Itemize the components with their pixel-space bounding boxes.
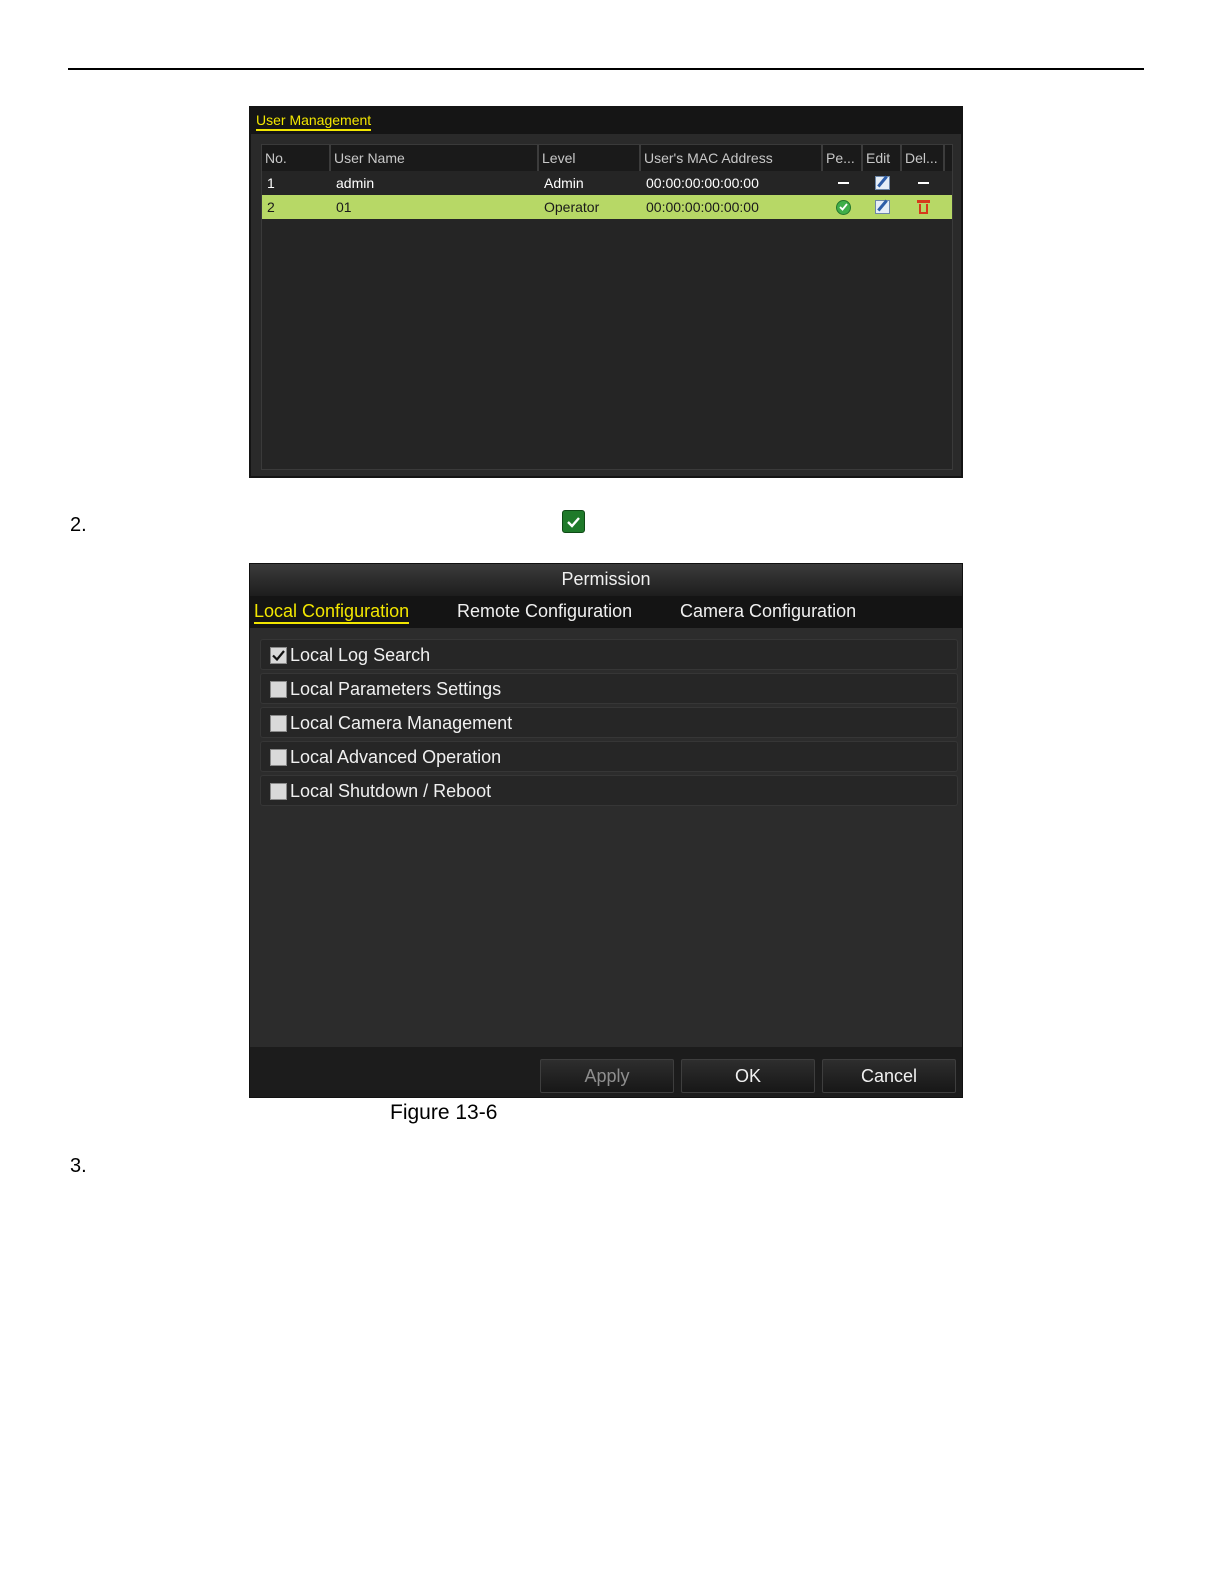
permission-check-icon (562, 510, 585, 533)
cell-permission (823, 171, 863, 195)
permission-check-icon[interactable] (836, 200, 851, 215)
permission-tabs (250, 596, 962, 628)
cell-mac: 00:00:00:00:00:00 (646, 199, 759, 215)
tab-local-configuration[interactable]: Local Configuration (254, 600, 409, 624)
trash-icon[interactable] (917, 200, 930, 214)
cell-no: 2 (267, 199, 275, 215)
header-rule (68, 68, 1144, 70)
tab-camera-configuration[interactable]: Camera Configuration (680, 601, 857, 621)
permission-item-label: Local Shutdown / Reboot (290, 781, 492, 801)
permission-footer (250, 1047, 962, 1097)
step-number-2: 2. (70, 514, 87, 536)
cell-level: Operator (544, 199, 600, 215)
checkbox[interactable] (270, 715, 287, 732)
figure-caption: Figure 13-6 (390, 1101, 498, 1124)
permission-title: Permission (250, 564, 962, 596)
checkbox-checked[interactable] (270, 647, 287, 664)
cell-edit[interactable] (863, 195, 902, 219)
checkbox[interactable] (270, 749, 287, 766)
permission-item-label: Local Log Search (290, 645, 431, 665)
column-header-mac[interactable]: User's MAC Address (641, 145, 823, 171)
cell-mac: 00:00:00:00:00:00 (646, 175, 759, 191)
edit-icon[interactable] (875, 200, 890, 214)
user-table-header (262, 145, 952, 171)
cell-permission[interactable] (823, 195, 863, 219)
permission-dialog (249, 563, 963, 1098)
column-header-delete[interactable]: Del... (902, 145, 945, 171)
dash-icon (918, 182, 929, 184)
tab-remote-configuration[interactable]: Remote Configuration (457, 601, 633, 621)
edit-icon[interactable] (875, 176, 890, 190)
cell-delete (902, 171, 945, 195)
cell-user-name: 01 (336, 199, 352, 215)
column-header-edit[interactable]: Edit (863, 145, 902, 171)
permission-item-local-camera-management[interactable] (260, 707, 958, 738)
cell-no: 1 (267, 175, 275, 191)
permission-list (260, 639, 958, 809)
permission-item-local-advanced-operation[interactable] (260, 741, 958, 772)
cell-user-name: admin (336, 175, 375, 191)
permission-item-label: Local Parameters Settings (290, 679, 502, 699)
permission-item-label: Local Advanced Operation (290, 747, 502, 767)
column-header-permission[interactable]: Pe... (823, 145, 863, 171)
column-header-user-name[interactable]: User Name (331, 145, 539, 171)
step-number-3: 3. (70, 1155, 87, 1177)
checkbox[interactable] (270, 681, 287, 698)
dash-icon (838, 182, 849, 184)
permission-item-label: Local Camera Management (290, 713, 513, 733)
checkbox[interactable] (270, 783, 287, 800)
user-management-title: User Management (256, 113, 371, 131)
cell-edit[interactable] (863, 171, 902, 195)
permission-item-local-log-search[interactable] (260, 639, 958, 670)
user-management-window (249, 106, 963, 478)
table-row-selected[interactable] (262, 195, 952, 219)
cell-delete[interactable] (902, 195, 945, 219)
cell-level: Admin (544, 175, 584, 191)
user-management-titlebar (251, 108, 961, 134)
permission-item-local-parameters-settings[interactable] (260, 673, 958, 704)
apply-button[interactable]: Apply (540, 1059, 674, 1093)
cancel-button[interactable]: Cancel (822, 1059, 956, 1093)
ok-button[interactable]: OK (681, 1059, 815, 1093)
permission-item-local-shutdown-reboot[interactable] (260, 775, 958, 806)
user-table (261, 144, 953, 470)
table-row[interactable] (262, 171, 952, 195)
column-header-no[interactable]: No. (262, 145, 331, 171)
column-header-level[interactable]: Level (539, 145, 641, 171)
